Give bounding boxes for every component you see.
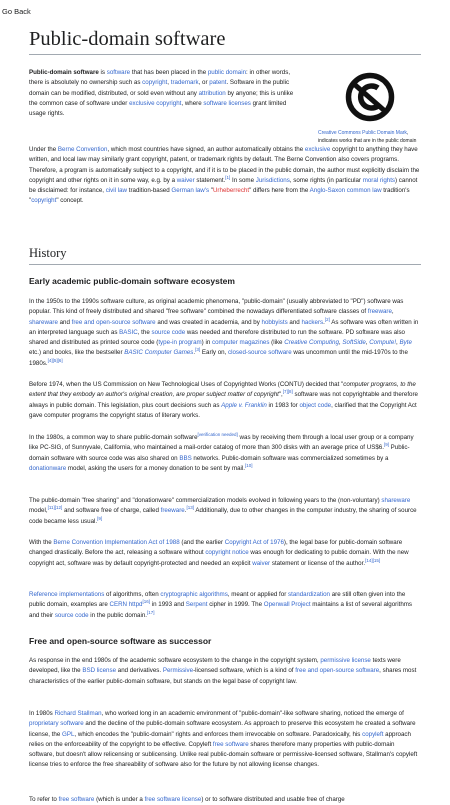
intro-paragraph-2: Under the Berne Convention, which most countries have signed, an author automatically obtains the exclusive copyright to anything they have written, and local law may similarly grant copyright, patent, or trademark rights by default. The Berne Convention also covers programs. Therefore, a program is automatically subject to a copyright, and if it is to be placed in the public domain, the author must explicitly disclaim the copyright and other rights on it in some way, e.g. by a waiver statement.[1] In some Jurisdictions, some rights (in particular moral rights) cannot be disclaimed: for instance, civil law tradition-based German law's "Urheberrecht" differs here from the Anglo-Saxon common law tradition's "copyright" concept. — [29, 146, 420, 205]
subsection-heading-early: Early academic public-domain software ecosystem — [29, 276, 235, 286]
caption-link[interactable]: Creative Commons Public Domain Mark — [318, 130, 407, 136]
section-heading-history: History — [29, 246, 421, 265]
paragraph-early-6: Reference implementations of algorithms, often cryptographic algorithms, meant or applied for standardization are still often given into the public domain, examples are CERN httpd[16] in 1993 and Serpent cipher in 1999. The Openwall Project maintains a list of several algorithms and their source code in the public domain.[17] — [29, 591, 413, 619]
infobox-caption: Creative Commons Public Domain Mark, indicates works that are in the public domain — [318, 130, 417, 144]
paragraph-early-2: Before 1974, when the US Commission on New Technological Uses of Copyrighted Works (CONTU) decided that "computer programs, to the extent that they embody an author's original creation, are proper subject matter of copyright",[7][8] software was not copyrightable and therefore always in public domain. This legislation, plus court decisions such as Apple v. Franklin in 1983 for object code, clarified that the Copyright Act gave computer programs the copyright status of literary works. — [29, 381, 418, 419]
infobox — [314, 68, 421, 145]
page-title: Public-domain software — [29, 28, 421, 55]
paragraph-early-5: With the Berne Convention Implementation Act of 1988 (and the earlier Copyright Act of 1976), the legal base for public-domain software changed drastically. Before the act, releasing a software without copyright notice was enough for dedicating to public domain. With the new copyright act, software was by default copyright-protected and needed an explicit waiver statement or license of the author.[14][15] — [29, 539, 409, 567]
paragraph-foss-2: In 1980s Richard Stallman, who worked long in an academic environment of "public-domain"-like software sharing, noticed the emerge of proprietary software and the decline of the public-domain software ecosystem. As approach to preserve this ecosystem he created a software license, the GPL, which encodes the "public-domain" rights and enforces them irrevocable on software. Paradoxically, his copyleft approach relies on the enforceability of the copyright to be effective. Copyleft free software shares therefore many properties with public-domain software, but doesn't allow relicensing or sublicensing. Unlike real public-domain software or permissive-licensed software, Stallman's copyleft license tries to enforce the free shareability of software also for the future by not allowing license changes. — [29, 710, 418, 769]
subsection-heading-foss: Free and open-source software as successor — [29, 636, 212, 646]
paragraph-foss-1: As response in the end 1980s of the academic software ecosystem to the change in the copyright system, permissive license texts were developed, like the BSD license and derivatives. Permissive-licensed software, which is a kind of free and open-source software, shares most characteristics of the earlier public-domain software, but stands on the legal base of copyright law. — [29, 657, 417, 685]
intro-paragraph-1: Public-domain software is software that has been placed in the public domain: in other words, there is absolutely no ownership such as copyright, trademark, or patent. Software in the public domain can be modified, distributed, or sold even without any attribution by anyone; this is unlike the common case of software under exclusive copyright, where software licenses grant limited usage rights. — [29, 69, 294, 118]
paragraph-early-4: The public-domain "free sharing" and "donationware" commercialization models evolved in following years to the (non-voluntary) shareware model,[11][12] and software free of charge, called freeware.[13] Additionally, due to other changes in the computer industry, the sharing of source code became less usual.[9] — [29, 497, 417, 525]
public-domain-mark-icon — [345, 68, 395, 126]
paragraph-early-1: In the 1950s to the 1990s software culture, as original academic phenomena, "public-domain" (usually abbreviated to "PD") software was popular. This kind of freely distributed and shared "free software" combined the nowadays differentiated software classes of freeware, shareware and free and open-source software and was created in academia, and by hobbyists and hackers.[2] As software was often written in an interpreted language such as BASIC, the source code was needed and therefore distributed to run the software. PD software was also shared and distributed as printed source code (type-in program) in computer magazines (like Creative Computing, SoftSide, Compute!, Byte etc.) and books, like the bestseller BASIC Computer Games.[3] Early on, closed-source software was uncommon until the mid-1970s to the 1980s.[4][5][6] — [29, 298, 419, 367]
paragraph-early-3: In the 1980s, a common way to share public-domain software[verification needed] was by receiving them through a local user group or a company like PC-SIG, of Sunnyvale, California, who maintained a mail-order catalog of more than 300 disks with an average price of US$6.[9] Public-domain software with source code was also shared on BBS networks. Public-domain software was commercialized sometimes by a donationware model, asking the users for a money donation to be sent by mail.[10] — [29, 431, 414, 472]
paragraph-foss-3: To refer to free software (which is under a free software license) or to software distributed and usable free of charge — [29, 796, 345, 803]
go-back-link[interactable]: Go Back — [2, 7, 31, 16]
